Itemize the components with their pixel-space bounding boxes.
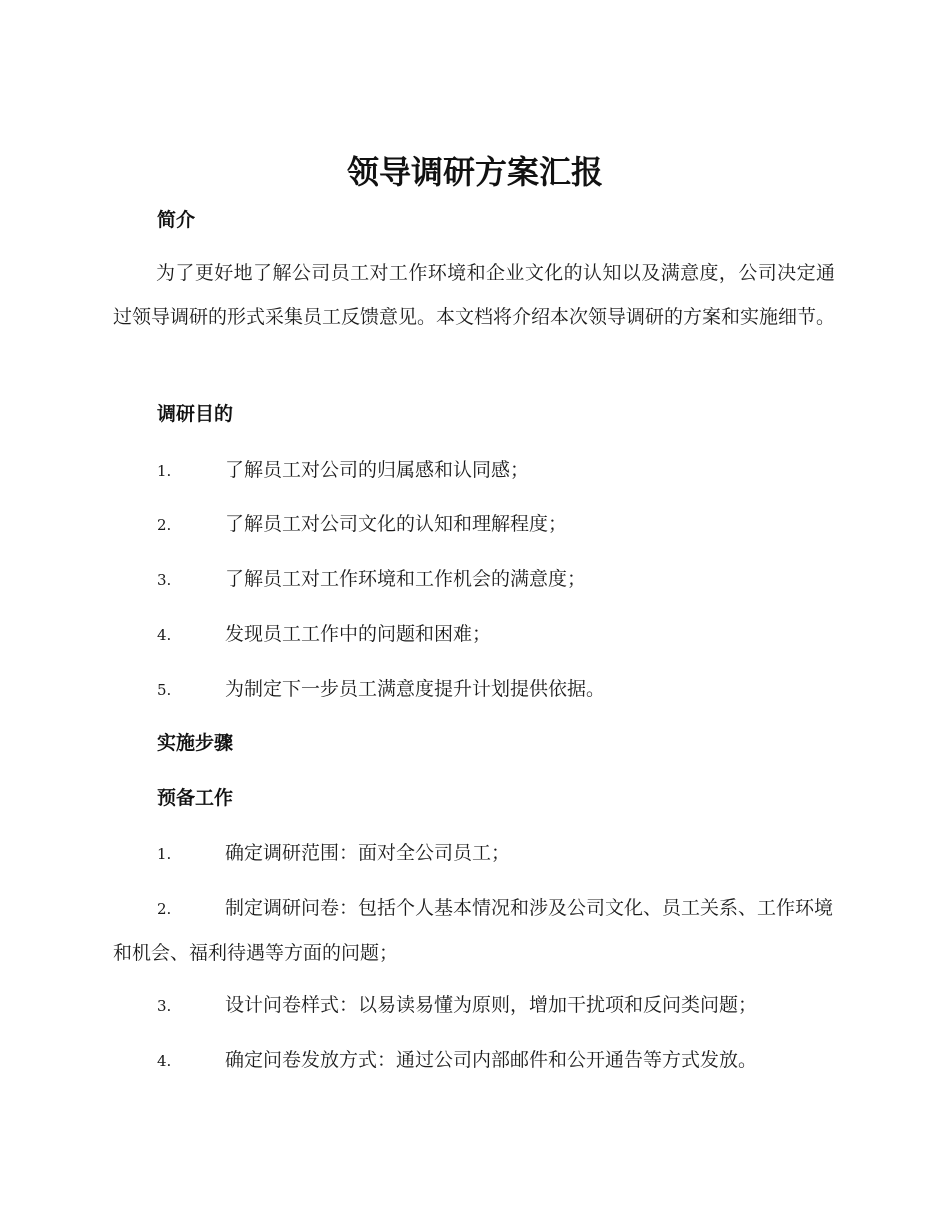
list-item-number: 5.: [157, 681, 172, 699]
list-item-text: 了解员工对公司的归属感和认同感；: [225, 459, 530, 481]
subheading-preparation: 预备工作: [157, 787, 234, 809]
heading-intro: 简介: [157, 209, 196, 231]
list-item: [113, 983, 835, 1028]
list-item-text: 设计问卷样式：以易读易懂为原则，增加干扰项和反问类问题；: [225, 994, 758, 1016]
list-item-number: 2.: [157, 516, 172, 534]
list-item-text: 确定调研范围：面对全公司员工；: [225, 842, 511, 864]
list-item-number: 4.: [157, 1052, 172, 1070]
list-item-text: 制定调研问卷：包括个人基本情况和涉及公司文化、员工关系、工作环境和机会、福利待遇等方面的问题；: [113, 897, 834, 964]
document-title: 领导调研方案汇报: [346, 153, 603, 191]
list-item-text: 确定问卷发放方式：通过公司内部邮件和公开通告等方式发放。: [225, 1049, 758, 1071]
list-item: [113, 831, 835, 876]
list-item-text: 了解员工对工作环境和工作机会的满意度；: [225, 568, 587, 590]
list-item-number: 4.: [157, 626, 172, 644]
list-item: [113, 1038, 835, 1083]
list-item-number: 3.: [157, 997, 172, 1015]
list-item-number: 1.: [157, 462, 172, 480]
list-item: [113, 557, 835, 602]
list-item-text: 了解员工对公司文化的认知和理解程度；: [225, 513, 568, 535]
list-item-text: 为制定下一步员工满意度提升计划提供依据。: [225, 678, 606, 700]
intro-paragraph: 为了更好地了解公司员工对工作环境和企业文化的认知以及满意度，公司决定通过领导调研的形式采集员工反馈意见。本文档将介绍本次领导调研的方案和实施细节。: [113, 262, 836, 328]
list-item: [113, 612, 835, 657]
list-item: [113, 886, 835, 975]
list-item-number: 1.: [157, 845, 172, 863]
list-item-number: 3.: [157, 571, 172, 589]
heading-purpose: 调研目的: [157, 403, 234, 425]
list-item-text: 发现员工工作中的问题和困难；: [225, 623, 492, 645]
heading-steps: 实施步骤: [157, 732, 234, 754]
list-item: [113, 667, 835, 712]
list-item-number: 2.: [157, 900, 172, 918]
list-item: [113, 502, 835, 547]
list-item: [113, 448, 835, 493]
